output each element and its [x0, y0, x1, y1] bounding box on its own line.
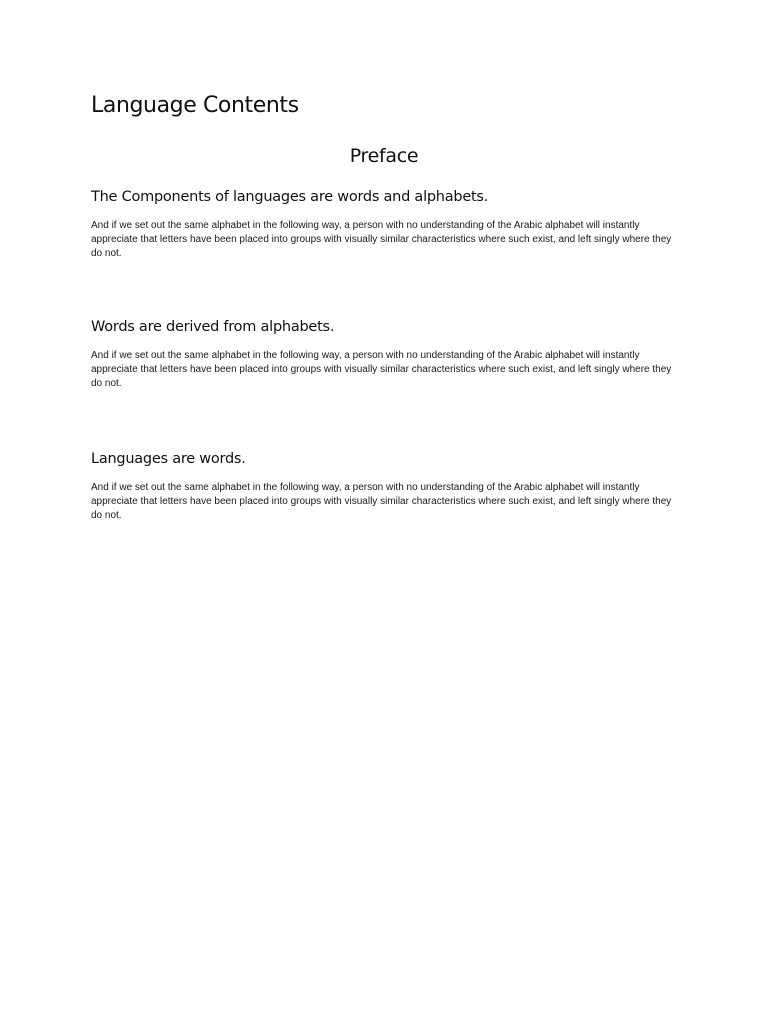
section-body: And if we set out the same alphabet in the following way, a person with no understanding of the Arabic alphabet will instantly appreciate that letters have been placed into groups with visually similar characteristics where such exist, and left singly where they do not.: [91, 482, 672, 521]
section-body: And if we set out the same alphabet in the following way, a person with no understanding of the Arabic alphabet will instantly appreciate that letters have been placed into groups with visually similar characteristics where such exist, and left singly where they do not.: [91, 350, 672, 389]
section-heading: The Components of languages are words and alphabets.: [91, 189, 489, 205]
section-words-derived: [91, 319, 681, 391]
section-components: [91, 189, 681, 261]
document-title: Language Contents: [91, 93, 299, 118]
section-heading: Languages are words.: [91, 451, 246, 467]
preface-heading: Preface: [349, 145, 419, 167]
section-body: And if we set out the same alphabet in the following way, a person with no understanding of the Arabic alphabet will instantly appreciate that letters have been placed into groups with visually similar characteristics where such exist, and left singly where they do not.: [91, 220, 672, 259]
section-languages-words: [91, 451, 681, 523]
section-heading: Words are derived from alphabets.: [91, 319, 335, 335]
